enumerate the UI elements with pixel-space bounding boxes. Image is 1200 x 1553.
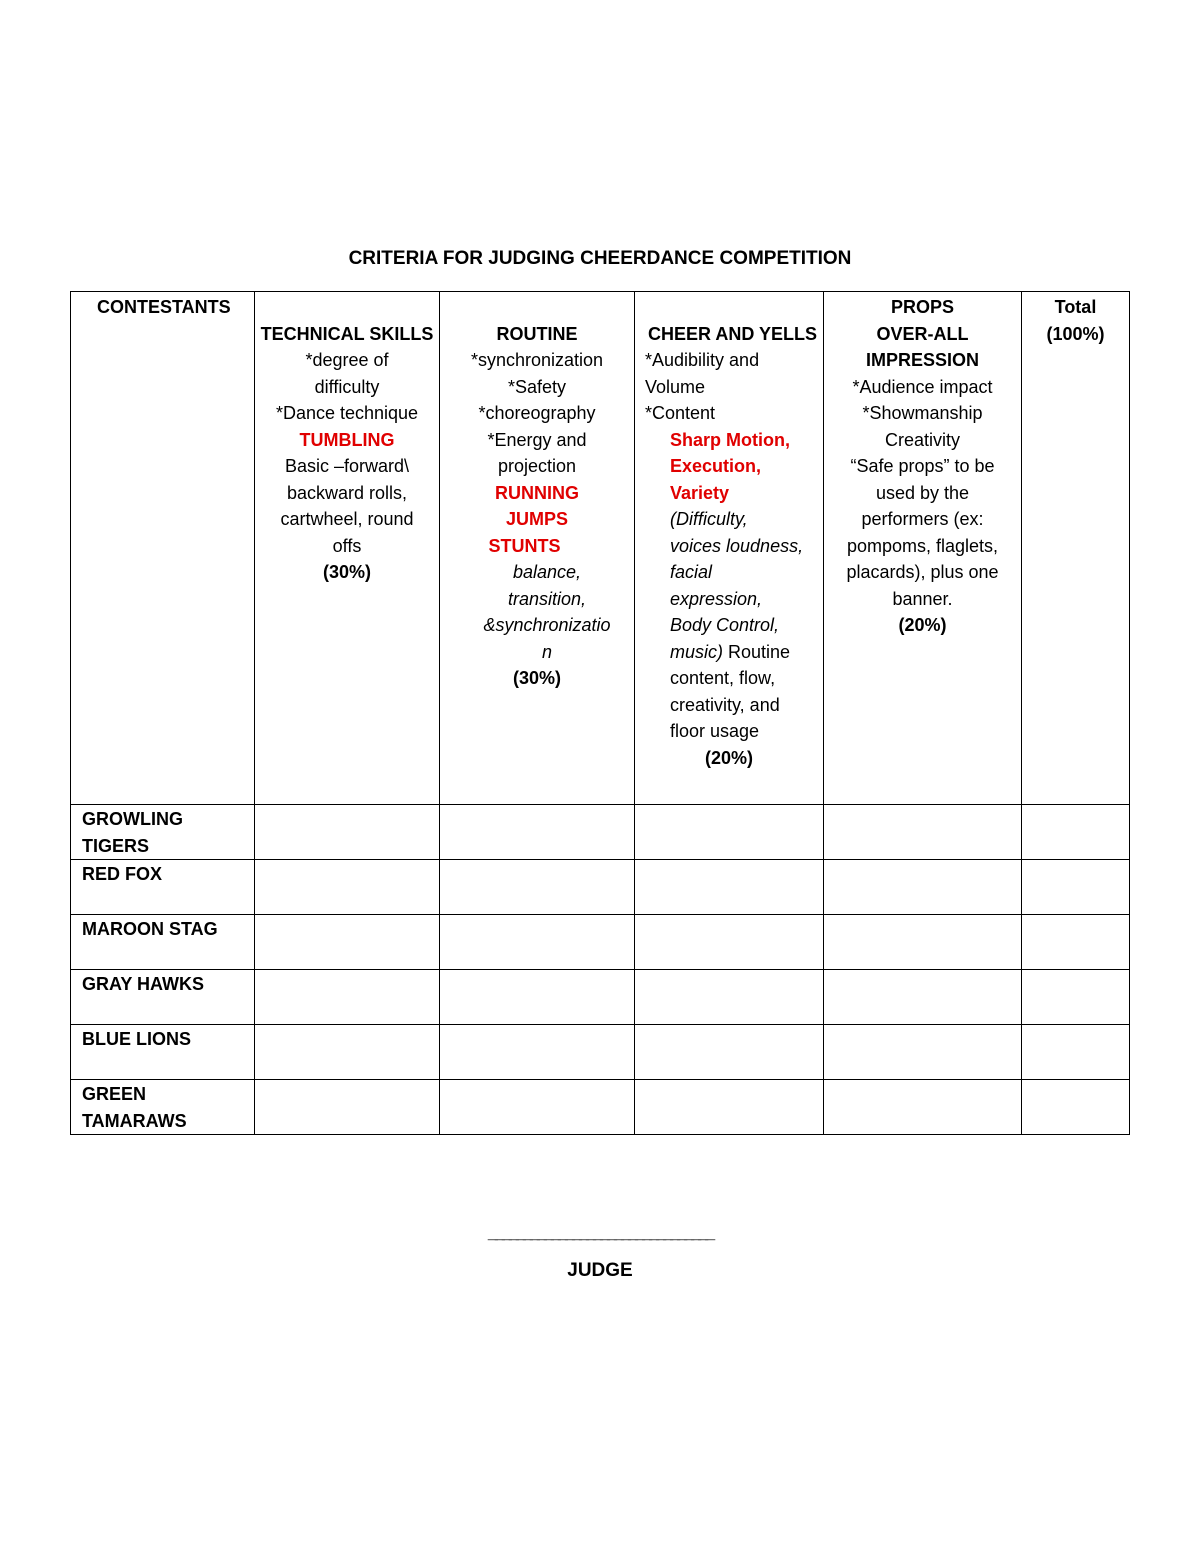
- sharp-motion-label: Sharp Motion,: [670, 429, 790, 450]
- criterion-detail: n: [541, 641, 552, 662]
- criterion-line: *Content: [645, 403, 716, 423]
- criterion-detail: balance,: [512, 562, 582, 582]
- criterion-line: Volume: [645, 376, 706, 397]
- total-cell[interactable]: [1022, 915, 1130, 970]
- contestant-name-cell: [71, 1025, 255, 1080]
- criterion-line: *Audibility and: [645, 350, 760, 370]
- contestant-name: GROWLING: [82, 809, 183, 829]
- criterion-line: *Audience impact: [852, 376, 993, 397]
- contestant-name: GREEN: [82, 1084, 147, 1104]
- criterion-detail: music): [670, 641, 723, 662]
- criterion-detail: Body Control,: [670, 615, 780, 635]
- criterion-detail: Routine: [728, 641, 791, 662]
- criterion-detail: backward rolls,: [286, 482, 408, 503]
- total-heading: Total: [1054, 297, 1097, 317]
- criterion-line: banner.: [892, 588, 953, 609]
- contestant-name: RED FOX: [82, 864, 163, 884]
- criterion-detail: content, flow,: [670, 668, 776, 688]
- score-cell[interactable]: [440, 1080, 635, 1135]
- contestant-name-cell: [71, 970, 255, 1025]
- total-cell[interactable]: [1022, 970, 1130, 1025]
- criterion-line: *Dance technique: [275, 403, 419, 423]
- criterion-line: *degree of: [305, 350, 389, 370]
- judging-criteria-table: [70, 291, 1130, 1135]
- score-cell[interactable]: [255, 1025, 440, 1080]
- score-cell[interactable]: [255, 1080, 440, 1135]
- contestant-name-cell: [71, 1080, 255, 1135]
- score-cell[interactable]: [440, 860, 635, 915]
- table-row: [71, 915, 1130, 970]
- total-cell[interactable]: [1022, 860, 1130, 915]
- technical-skills-header: [255, 292, 440, 805]
- score-cell[interactable]: [824, 860, 1022, 915]
- score-cell[interactable]: [635, 1080, 824, 1135]
- criterion-line: *Energy and: [487, 429, 587, 450]
- score-cell[interactable]: [440, 805, 635, 860]
- contestant-name: TIGERS: [82, 835, 150, 856]
- criterion-detail: facial: [670, 562, 713, 582]
- cheer-and-yells-header: [635, 292, 824, 805]
- criterion-line: *synchronization: [470, 350, 604, 370]
- total-header: [1022, 292, 1130, 805]
- variety-label: Variety: [670, 482, 730, 503]
- criterion-line: Creativity: [884, 429, 960, 450]
- contestant-name-cell: [71, 915, 255, 970]
- score-cell[interactable]: [255, 915, 440, 970]
- jumps-label: JUMPS: [505, 509, 568, 529]
- total-weight: (100%): [1046, 323, 1105, 344]
- criterion-detail: creativity, and: [670, 694, 780, 715]
- criterion-line: *choreography: [478, 403, 596, 423]
- contestant-name-cell: [71, 805, 255, 860]
- table-row: [71, 1080, 1130, 1135]
- criterion-line: *Safety: [507, 376, 567, 397]
- total-cell[interactable]: [1022, 805, 1130, 860]
- criterion-detail: transition,: [507, 588, 587, 609]
- document-title: CRITERIA FOR JUDGING CHEERDANCE COMPETITION: [348, 248, 852, 269]
- criterion-line: pompoms, flaglets,: [846, 535, 999, 556]
- props-heading: IMPRESSION: [865, 350, 980, 370]
- signature-line: ________________________________: [487, 1222, 713, 1242]
- cheer-heading: CHEER AND YELLS: [648, 323, 818, 344]
- criterion-detail: expression,: [670, 588, 763, 609]
- table-row: [71, 805, 1130, 860]
- score-cell[interactable]: [440, 970, 635, 1025]
- total-cell[interactable]: [1022, 1080, 1130, 1135]
- contestant-name-cell: [71, 860, 255, 915]
- criterion-line: difficulty: [314, 376, 380, 397]
- score-cell[interactable]: [255, 805, 440, 860]
- score-cell[interactable]: [440, 1025, 635, 1080]
- criterion-line: projection: [497, 456, 577, 476]
- score-cell[interactable]: [824, 1025, 1022, 1080]
- score-cell[interactable]: [635, 970, 824, 1025]
- running-label: RUNNING: [495, 482, 579, 503]
- score-cell[interactable]: [635, 915, 824, 970]
- technical-skills-heading: TECHNICAL SKILLS: [260, 323, 434, 344]
- total-cell[interactable]: [1022, 1025, 1130, 1080]
- criterion-line: *Showmanship: [862, 403, 983, 423]
- props-weight: (20%): [898, 615, 947, 635]
- table-row: [71, 970, 1130, 1025]
- criterion-detail: Basic –forward\: [284, 456, 410, 476]
- props-heading: OVER-ALL: [876, 323, 969, 344]
- criterion-line: used by the: [875, 482, 970, 503]
- score-cell[interactable]: [255, 970, 440, 1025]
- table-row: [71, 860, 1130, 915]
- props-impression-header: [824, 292, 1022, 805]
- score-cell[interactable]: [824, 805, 1022, 860]
- tumbling-label: TUMBLING: [299, 429, 395, 450]
- score-cell[interactable]: [635, 805, 824, 860]
- score-cell[interactable]: [824, 915, 1022, 970]
- score-cell[interactable]: [635, 860, 824, 915]
- judge-label: JUDGE: [567, 1260, 633, 1281]
- execution-label: Execution,: [670, 456, 762, 476]
- score-cell[interactable]: [824, 970, 1022, 1025]
- criterion-detail: &synchronizatio: [483, 615, 611, 635]
- criterion-line: performers (ex:: [861, 509, 984, 529]
- criterion-line: “Safe props” to be: [850, 456, 995, 476]
- stunts-label: STUNTS: [488, 535, 561, 556]
- cheer-weight: (20%): [704, 747, 753, 768]
- props-heading: PROPS: [890, 297, 955, 317]
- contestants-header: [71, 292, 255, 805]
- routine-header: [440, 292, 635, 805]
- contestants-heading: CONTESTANTS: [97, 297, 231, 317]
- criterion-line: placards), plus one: [846, 562, 999, 582]
- criterion-detail: (Difficulty,: [670, 509, 748, 529]
- contestant-name: MAROON STAG: [82, 919, 218, 939]
- header-row: [71, 292, 1130, 805]
- routine-heading: ROUTINE: [496, 323, 578, 344]
- criterion-detail: cartwheel, round: [280, 509, 414, 529]
- score-cell[interactable]: [255, 860, 440, 915]
- criterion-detail: offs: [332, 535, 362, 556]
- score-cell[interactable]: [635, 1025, 824, 1080]
- table-row: [71, 1025, 1130, 1080]
- score-cell[interactable]: [824, 1080, 1022, 1135]
- criterion-detail: floor usage: [670, 721, 760, 741]
- contestant-name: BLUE LIONS: [82, 1029, 192, 1049]
- criterion-detail: voices loudness,: [670, 535, 804, 556]
- technical-weight: (30%): [322, 562, 371, 582]
- contestant-name: TAMARAWS: [82, 1110, 187, 1131]
- score-cell[interactable]: [440, 915, 635, 970]
- contestant-name: GRAY HAWKS: [82, 974, 205, 994]
- routine-weight: (30%): [512, 668, 561, 688]
